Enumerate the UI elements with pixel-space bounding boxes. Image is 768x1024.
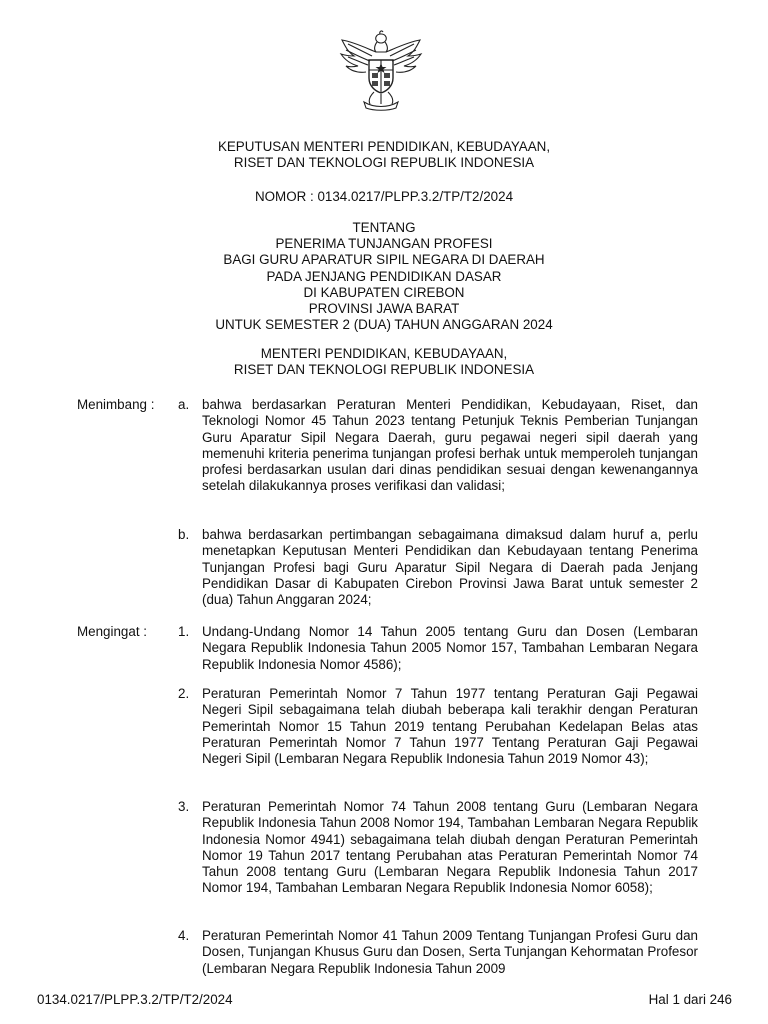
mengingat-item-2 — [178, 686, 698, 767]
item-marker: 1. — [178, 624, 190, 639]
subject-line: DI KABUPATEN CIREBON — [303, 284, 465, 300]
title-line: RISET DAN TEKNOLOGI REPUBLIK INDONESIA — [233, 155, 535, 171]
mengingat-item-1 — [178, 624, 698, 673]
document-number — [0, 189, 768, 205]
subject-line: TENTANG — [352, 220, 416, 235]
minister-heading — [0, 346, 768, 378]
mengingat-item-4 — [178, 928, 698, 977]
subject-line: PADA JENJANG PENDIDIKAN DASAR — [266, 268, 502, 284]
nomor-line: NOMOR : 0134.0217/PLPP.3.2/TP/T2/2024 — [254, 189, 514, 204]
menimbang-item-b — [178, 527, 698, 608]
footer-doc-number: 0134.0217/PLPP.3.2/TP/T2/2024 — [37, 992, 233, 1007]
minister-line: RISET DAN TEKNOLOGI REPUBLIK INDONESIA — [233, 362, 535, 378]
footer-page-number: Hal 1 dari 246 — [648, 992, 732, 1007]
mengingat-label: Mengingat : — [77, 624, 147, 639]
garuda-emblem-icon — [336, 30, 426, 112]
item-text: bahwa berdasarkan pertimbangan sebagaimana dimaksud dalam huruf a, perlu menetapkan Keputusan Menteri Pendidikan dan Kebudayaan tentang Penerima Tunjangan Profesi bagi Guru Aparatur Sipil Negara di Daerah pada Jenjang Pendidikan Dasar di Kabupaten Cirebon Provinsi Jawa Barat untuk semester 2 (dua) Tahun Anggaran 2024; — [202, 527, 698, 608]
minister-line: MENTERI PENDIDIKAN, KEBUDAYAAN, — [260, 346, 508, 361]
mengingat-item-3 — [178, 799, 698, 897]
menimbang-label: Menimbang : — [77, 397, 155, 412]
title-line: KEPUTUSAN MENTERI PENDIDIKAN, KEBUDAYAAN, — [217, 139, 551, 154]
document-title — [0, 139, 768, 171]
item-text: Peraturan Pemerintah Nomor 7 Tahun 1977 tentang Peraturan Gaji Pegawai Negeri Sipil sebagaimana telah diubah beberapa kali terakhir dengan Peraturan Pemerintah Nomor 15 Tahun 2019 tentang Perubahan Kedelapan Belas atas Peraturan Pemerintah Nomor 7 Tahun 1977 Tentang Peraturan Gaji Pegawai Negeri Sipil (Lembaran Negara Republik Indonesia Tahun 2019 Nomor 43); — [202, 686, 698, 767]
document-subject — [0, 220, 768, 333]
item-marker: b. — [178, 527, 190, 542]
item-text: Peraturan Pemerintah Nomor 74 Tahun 2008 tentang Guru (Lembaran Negara Republik Indonesia Tahun 2008 Nomor 194, Tambahan Lembaran Negara Republik Indonesia Nomor 4941) sebagaimana telah diubah dengan Peraturan Pemerintah Nomor 19 Tahun 2017 tentang Perubahan atas Peraturan Pemerintah Nomor 74 Tahun 2008 tentang Guru (Lembaran Negara Republik Indonesia Tahun 2017 Nomor 194, Tambahan Lembaran Negara Republik Indonesia Nomor 6058); — [202, 799, 698, 896]
item-marker: 4. — [178, 928, 190, 943]
subject-line: BAGI GURU APARATUR SIPIL NEGARA DI DAERAH — [223, 252, 545, 268]
subject-line: PENERIMA TUNJANGAN PROFESI — [275, 236, 493, 252]
item-text: Undang-Undang Nomor 14 Tahun 2005 tentang Guru dan Dosen (Lembaran Negara Republik Indonesia Tahun 2005 Nomor 157, Tambahan Lembaran Negara Republik Indonesia Nomor 4586); — [202, 624, 698, 672]
subject-line: UNTUK SEMESTER 2 (DUA) TAHUN ANGGARAN 2024 — [215, 317, 553, 333]
subject-line: PROVINSI JAWA BARAT — [308, 301, 460, 317]
item-marker: 2. — [178, 686, 190, 701]
item-marker: 3. — [178, 799, 190, 814]
item-marker: a. — [178, 397, 190, 412]
item-text: Peraturan Pemerintah Nomor 41 Tahun 2009 Tentang Tunjangan Profesi Guru dan Dosen, Tunjangan Khusus Guru dan Dosen, Serta Tunjangan Kehormatan Profesor (Lembaran Negara Republik Indonesia Tahun 2009 — [202, 928, 698, 976]
item-text: bahwa berdasarkan Peraturan Menteri Pendidikan, Kebudayaan, Riset, dan Teknologi Nomor 45 Tahun 2023 tentang Petunjuk Teknis Pemberian Tunjangan Guru Aparatur Sipil Negara Daerah, guru pegawai negeri sipil daerah yang memenuhi kriteria penerima tunjangan profesi berhak untuk memperoleh tunjangan profesi berdasarkan usulan dari dinas pendidikan sesuai dengan kewenangannya setelah dilakukannya proses verifikasi dan validasi; — [202, 397, 698, 494]
menimbang-item-a — [178, 397, 698, 495]
